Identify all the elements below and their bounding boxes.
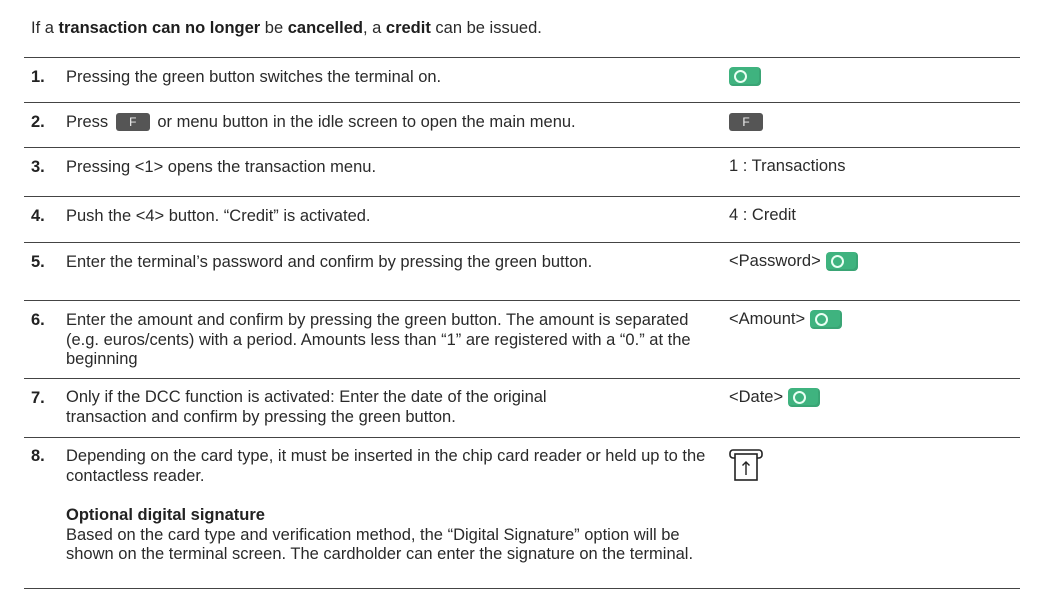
step-number: 3.	[31, 158, 45, 176]
intro-part-1: If a	[31, 19, 59, 37]
intro-part-4: can be issued.	[430, 19, 542, 37]
step-description: Enter the terminal’s password and confirm by pressing the green button.	[66, 253, 593, 271]
intro-bold-2: cancelled	[287, 19, 363, 37]
step-row-8	[24, 438, 1020, 589]
step-visual	[729, 251, 858, 271]
intro-bold-3: credit	[385, 19, 431, 37]
intro-part-3: , a	[362, 19, 386, 37]
step-description	[66, 113, 726, 133]
step-description: Push the <4> button. “Credit” is activated.	[66, 207, 371, 225]
step-text-after: or menu button in the idle screen to open the main menu.	[157, 113, 576, 131]
step-row-1	[24, 58, 1020, 103]
step-visual	[729, 113, 763, 131]
step-visual-text: 1 : Transactions	[729, 157, 846, 175]
step-number: 4.	[31, 207, 45, 225]
step-visual-text: 4 : Credit	[729, 206, 796, 224]
intro-part-2: be	[260, 19, 288, 37]
step-row-2	[24, 103, 1020, 148]
step-description: Pressing the green button switches the terminal on.	[66, 68, 442, 86]
green-confirm-key-icon	[729, 67, 761, 86]
step-number: 5.	[31, 253, 45, 271]
step-row-7	[24, 379, 1020, 438]
step-number: 6.	[31, 311, 45, 329]
step-number: 8.	[31, 447, 45, 465]
step-visual	[729, 387, 820, 407]
step-description: Only if the DCC function is activated: Enter the date of the original transaction and confirm by pressing the green button.	[66, 388, 547, 426]
step-visual-text: <Date>	[729, 388, 784, 406]
green-confirm-key-icon	[810, 310, 842, 329]
step-text-before: Press	[66, 113, 109, 131]
step-visual	[729, 67, 761, 86]
f-key-icon: F	[729, 113, 763, 131]
step-row-5	[24, 243, 1020, 301]
step-number: 7.	[31, 389, 45, 407]
step-number: 1.	[31, 68, 45, 86]
step-visual	[729, 309, 842, 329]
step-row-3	[24, 148, 1020, 197]
green-confirm-key-icon	[788, 388, 820, 407]
step-number: 2.	[31, 113, 45, 131]
step-description: Enter the amount and confirm by pressing the green button. The amount is separated (e.g. euros/cents) with a period. Amounts less than “1” are registered with a “0.” at the beginning	[66, 311, 691, 368]
step-visual-text: <Amount>	[729, 310, 806, 328]
optional-signature-text: Based on the card type and verification method, the “Digital Signature” option will be shown on the terminal screen. The cardholder can enter the signature on the terminal.	[66, 525, 694, 563]
step-visual-text: <Password>	[729, 252, 821, 270]
intro-text	[31, 18, 542, 38]
step-text: Depending on the card type, it must be inserted in the chip card reader or held up to the contactless reader.	[66, 447, 706, 485]
step-description	[66, 447, 721, 565]
step-description: Pressing <1> opens the transaction menu.	[66, 158, 377, 176]
intro-bold-1: transaction can no longer	[58, 19, 261, 37]
step-row-6	[24, 301, 1020, 379]
f-key-icon: F	[116, 113, 150, 131]
optional-signature-heading: Optional digital signature	[66, 506, 265, 524]
steps-table	[24, 57, 1020, 589]
card-reader-icon	[729, 448, 765, 484]
green-confirm-key-icon	[826, 252, 858, 271]
step-row-4	[24, 197, 1020, 243]
